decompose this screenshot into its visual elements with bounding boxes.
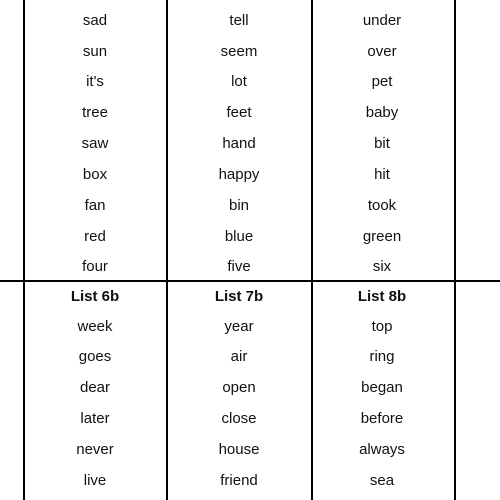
word-cell: feet <box>226 104 252 121</box>
word-cell: ring <box>369 348 395 365</box>
word-cell: began <box>361 379 403 396</box>
word-cell: sea <box>369 472 395 489</box>
word-cell: seem <box>220 43 258 60</box>
word-cell: baby <box>365 104 399 121</box>
word-cell: close <box>221 410 257 427</box>
word-cell: goes <box>78 348 112 365</box>
word-cell: before <box>360 410 404 427</box>
word-cell: fan <box>84 197 106 214</box>
word-cell: top <box>371 318 393 335</box>
word-cell: friend <box>220 472 258 489</box>
word-cell: house <box>218 441 260 458</box>
word-cell: pet <box>371 73 393 90</box>
word-cell: five <box>227 258 251 275</box>
word-cell: sad <box>82 12 108 29</box>
word-cell: four <box>82 258 108 275</box>
word-cell: blue <box>224 228 254 245</box>
word-cell: hit <box>374 166 390 183</box>
section-divider <box>0 280 500 282</box>
word-cell: bin <box>228 197 250 214</box>
word-cell: live <box>83 472 107 489</box>
word-cell: over <box>367 43 397 60</box>
word-cell: happy <box>218 166 260 183</box>
list-header: List 6b <box>70 288 120 305</box>
word-cell: bit <box>374 135 390 152</box>
word-cell: always <box>359 441 405 458</box>
column-divider <box>454 0 456 500</box>
word-cell: box <box>82 166 108 183</box>
word-cell: air <box>230 348 248 365</box>
word-cell: hand <box>222 135 256 152</box>
word-cell: year <box>224 318 254 335</box>
word-cell: lot <box>231 73 247 90</box>
column-divider <box>166 0 168 500</box>
word-cell: under <box>362 12 402 29</box>
word-cell: open <box>222 379 256 396</box>
word-cell: sun <box>82 43 108 60</box>
word-cell: tree <box>82 104 108 121</box>
word-cell: later <box>80 410 110 427</box>
word-cell: week <box>77 318 113 335</box>
word-cell: red <box>84 228 106 245</box>
word-cell: it's <box>86 73 104 90</box>
word-cell: dear <box>79 379 111 396</box>
list-header: List 8b <box>357 288 407 305</box>
word-cell: six <box>372 258 392 275</box>
word-cell: never <box>76 441 114 458</box>
word-cell: green <box>362 228 402 245</box>
word-cell: took <box>367 197 397 214</box>
word-cell: tell <box>229 12 249 29</box>
word-cell: saw <box>81 135 109 152</box>
list-header: List 7b <box>214 288 264 305</box>
